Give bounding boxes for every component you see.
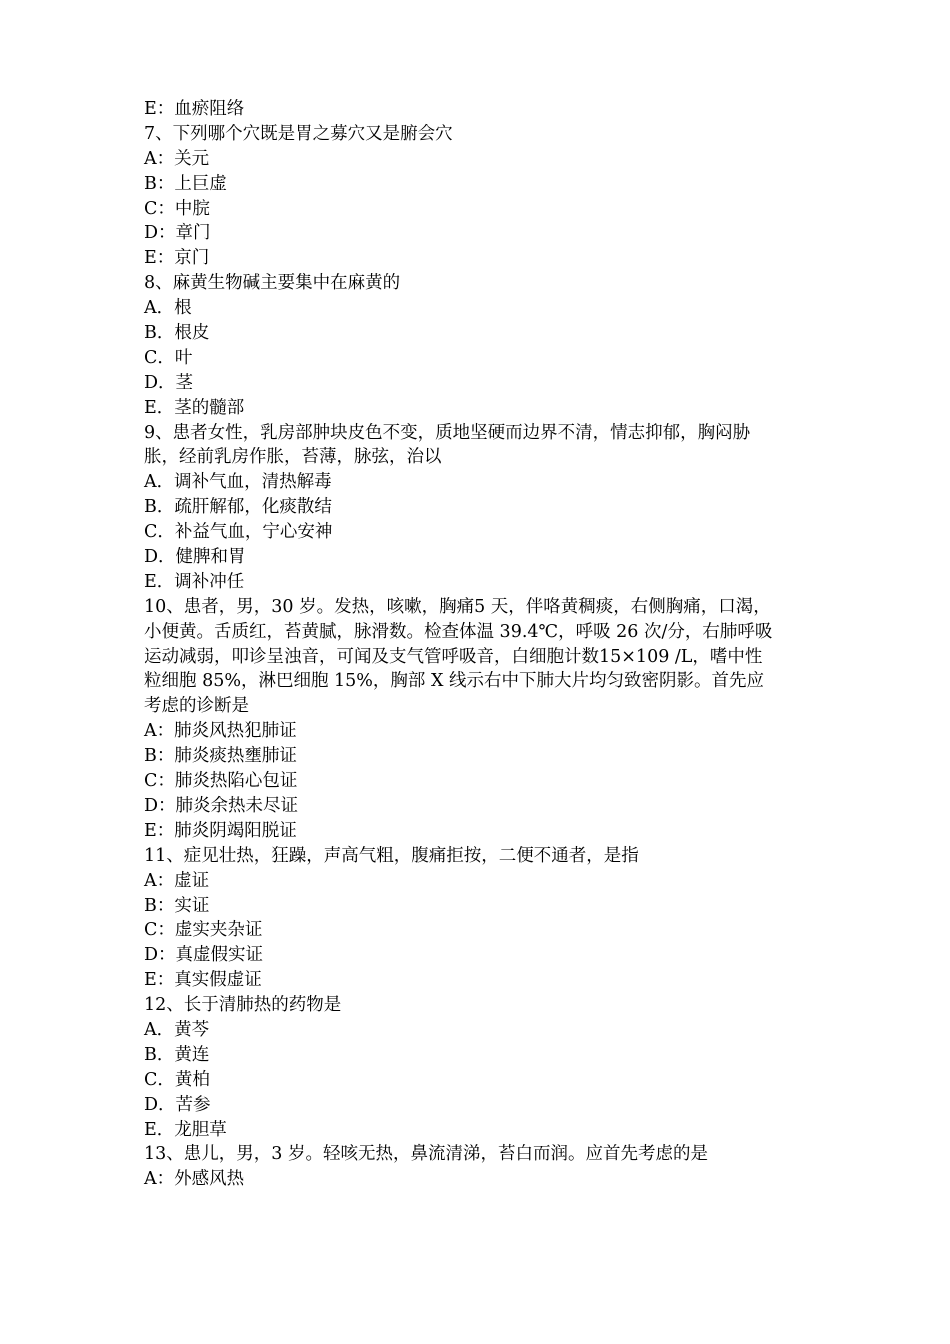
- option-e-q9: E．调补冲任: [144, 571, 245, 592]
- question-9-line-2: 胀，经前乳房作胀，苔薄，脉弦，治以: [144, 447, 442, 468]
- option-b-q7: B：上巨虚: [144, 173, 227, 194]
- question-10-line-2: 小便黄。舌质红，苔黄腻，脉滑数。检查体温 39.4℃，呼吸 26 次/分，右肺呼吸: [144, 621, 773, 642]
- option-e-q12: E．龙胆草: [144, 1119, 227, 1140]
- option-c-q8: C．叶: [144, 347, 193, 368]
- option-d-q7: D：章门: [144, 223, 211, 244]
- question-13: 13、患儿，男，3 岁。轻咳无热，鼻流清涕，苔白而润。应首先考虑的是: [144, 1144, 708, 1165]
- question-10-line-3: 运动减弱，叩诊呈浊音，可闻及支气管呼吸音，白细胞计数15×109 /L，嗜中性: [144, 646, 763, 667]
- option-b-q8: B．根皮: [144, 323, 210, 344]
- option-d-q11: D：真虚假实证: [144, 945, 264, 966]
- exam-text: [144, 97, 814, 1192]
- option-c-q7: C：中脘: [144, 198, 210, 219]
- option-d-q10: D：肺炎余热未尽证: [144, 795, 299, 816]
- option-c-q10: C：肺炎热陷心包证: [144, 771, 298, 792]
- question-10-line-4: 粒细胞 85%，淋巴细胞 15%，胸部 X 线示右中下肺大片均匀致密阴影。首先应: [144, 671, 765, 692]
- option-b-q12: B．黄连: [144, 1044, 210, 1065]
- option-e-q10: E：肺炎阴竭阳脱证: [144, 820, 297, 841]
- option-d-q8: D．茎: [144, 372, 194, 393]
- option-c-q12: C．黄柏: [144, 1069, 210, 1090]
- question-11: 11、症见壮热，狂躁，声高气粗，腹痛拒按，二便不通者，是指: [144, 845, 639, 866]
- option-e-q6: E：血瘀阻络: [144, 99, 245, 119]
- option-a-q11: A：虚证: [144, 870, 210, 891]
- option-b-q11: B：实证: [144, 895, 210, 916]
- option-b-q9: B．疏肝解郁，化痰散结: [144, 497, 332, 518]
- question-12: 12、长于清肺热的药物是: [144, 995, 342, 1016]
- option-b-q10: B：肺炎痰热壅肺证: [144, 746, 297, 767]
- question-9-line-1: 9、患者女性，乳房部肿块皮色不变，质地坚硬而边界不清，情志抑郁，胸闷胁: [144, 422, 751, 443]
- option-a-q13: A：外感风热: [144, 1169, 245, 1190]
- option-e-q11: E：真实假虚证: [144, 970, 262, 991]
- question-8: 8、麻黄生物碱主要集中在麻黄的: [144, 273, 401, 294]
- option-a-q9: A．调补气血，清热解毒: [144, 472, 332, 493]
- option-a-q7: A：关元: [144, 148, 210, 169]
- option-e-q7: E：京门: [144, 248, 210, 269]
- option-a-q10: A：肺炎风热犯肺证: [144, 721, 297, 742]
- option-a-q8: A．根: [144, 298, 192, 319]
- option-d-q12: D．苦参: [144, 1094, 211, 1115]
- question-7: 7、下列哪个穴既是胃之募穴又是腑会穴: [144, 123, 453, 144]
- option-a-q12: A．黄芩: [144, 1019, 210, 1040]
- question-10-line-1: 10、患者，男，30 岁。发热，咳嗽，胸痛5 天，伴咯黄稠痰，右侧胸痛，口渴，: [144, 596, 771, 617]
- option-c-q9: C．补益气血，宁心安神: [144, 522, 333, 543]
- option-d-q9: D．健脾和胃: [144, 547, 246, 568]
- option-e-q8: E．茎的髓部: [144, 397, 245, 418]
- option-c-q11: C：虚实夹杂证: [144, 920, 263, 941]
- question-10-line-5: 考虑的诊断是: [144, 696, 249, 717]
